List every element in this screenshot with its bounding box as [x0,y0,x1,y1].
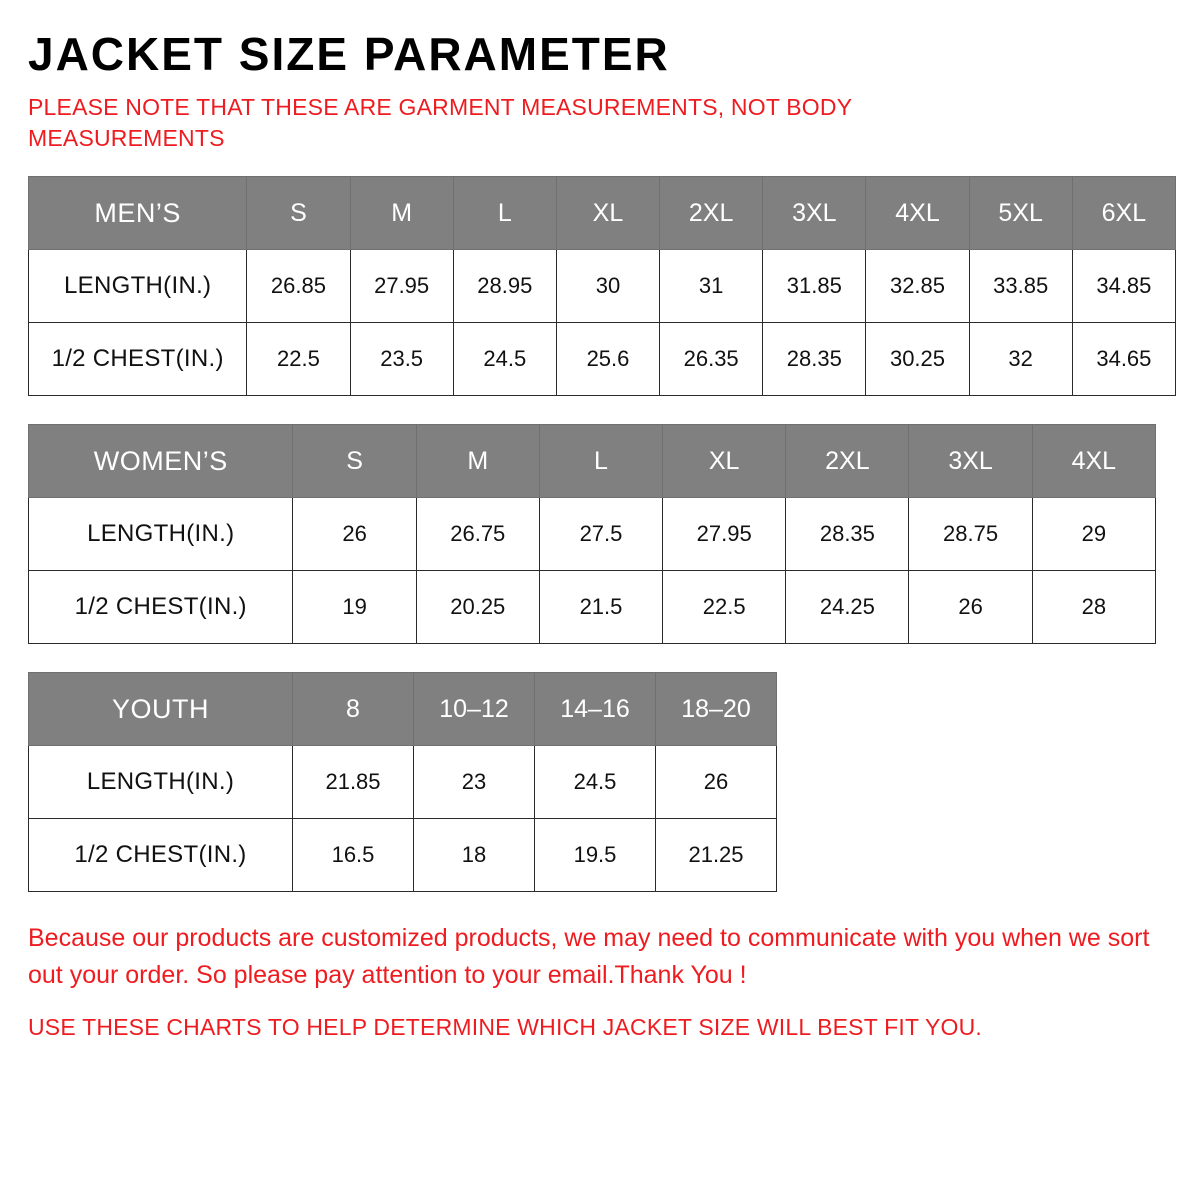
row-label: LENGTH(IN.) [29,250,247,323]
size-header: 2XL [660,177,763,250]
size-header: 3XL [909,425,1032,498]
measurement-cell: 26 [293,498,416,571]
table-row [29,571,1156,644]
table-row [29,819,777,892]
measurement-cell: 32.85 [866,250,969,323]
table-row [29,250,1176,323]
measurement-cell: 30.25 [866,323,969,396]
measurement-cell: 25.6 [556,323,659,396]
category-label: WOMEN’S [29,425,293,498]
size-header: 2XL [786,425,909,498]
measurement-cell: 26.75 [416,498,539,571]
measurement-cell: 21.85 [293,746,414,819]
measurement-cell: 24.5 [453,323,556,396]
measurement-cell: 28 [1032,571,1155,644]
row-label: LENGTH(IN.) [29,746,293,819]
size-header: M [416,425,539,498]
table-row [29,498,1156,571]
measurement-cell: 26 [656,746,777,819]
row-label: 1/2 CHEST(IN.) [29,571,293,644]
mens-size-table [28,176,1176,396]
size-header: 4XL [1032,425,1155,498]
measurement-cell: 28.95 [453,250,556,323]
row-label: LENGTH(IN.) [29,498,293,571]
size-header: 18–20 [656,673,777,746]
youth-size-table [28,672,777,892]
measurement-cell: 19 [293,571,416,644]
size-header: XL [556,177,659,250]
size-header: L [539,425,662,498]
table-header-row [29,425,1156,498]
measurement-cell: 16.5 [293,819,414,892]
size-header: 5XL [969,177,1072,250]
measurement-cell: 34.65 [1072,323,1175,396]
measurement-cell: 30 [556,250,659,323]
measurement-cell: 28.35 [786,498,909,571]
measurement-cell: 23 [414,746,535,819]
size-header: 8 [293,673,414,746]
measurement-cell: 22.5 [247,323,350,396]
measurement-cell: 24.25 [786,571,909,644]
customization-note: Because our products are customized products, we may need to communicate with you when we sort out your order. So please pay attention to your email.Thank You ! [28,924,1150,989]
footer-notes [28,920,1172,1044]
size-header: S [247,177,350,250]
measurement-cell: 33.85 [969,250,1072,323]
measurement-cell: 18 [414,819,535,892]
size-header: 4XL [866,177,969,250]
table-row [29,746,777,819]
measurement-cell: 27.5 [539,498,662,571]
measurement-cell: 20.25 [416,571,539,644]
measurement-cell: 26 [909,571,1032,644]
measurement-cell: 31 [660,250,763,323]
table-header-row [29,177,1176,250]
measurement-note: PLEASE NOTE THAT THESE ARE GARMENT MEASUREMENTS, NOT BODY MEASUREMENTS [28,94,852,152]
measurement-cell: 32 [969,323,1072,396]
table-header-row [29,673,777,746]
measurement-cell: 21.25 [656,819,777,892]
measurement-cell: 22.5 [663,571,786,644]
table-row [29,323,1176,396]
row-label: 1/2 CHEST(IN.) [29,323,247,396]
usage-note: USE THESE CHARTS TO HELP DETERMINE WHICH JACKET SIZE WILL BEST FIT YOU. [28,1013,982,1040]
row-label: 1/2 CHEST(IN.) [29,819,293,892]
measurement-cell: 34.85 [1072,250,1175,323]
measurement-cell: 26.85 [247,250,350,323]
measurement-cell: 23.5 [350,323,453,396]
measurement-cell: 27.95 [350,250,453,323]
womens-size-table [28,424,1156,644]
size-header: 6XL [1072,177,1175,250]
measurement-cell: 21.5 [539,571,662,644]
measurement-cell: 28.75 [909,498,1032,571]
size-header: 3XL [763,177,866,250]
size-header: S [293,425,416,498]
measurement-cell: 27.95 [663,498,786,571]
measurement-cell: 26.35 [660,323,763,396]
size-header: L [453,177,556,250]
measurement-cell: 28.35 [763,323,866,396]
category-label: YOUTH [29,673,293,746]
page-title: JACKET SIZE PARAMETER [28,28,670,80]
size-header: XL [663,425,786,498]
size-header: 14–16 [535,673,656,746]
size-header: M [350,177,453,250]
measurement-cell: 19.5 [535,819,656,892]
category-label: MEN’S [29,177,247,250]
size-header: 10–12 [414,673,535,746]
measurement-cell: 29 [1032,498,1155,571]
measurement-cell: 24.5 [535,746,656,819]
measurement-cell: 31.85 [763,250,866,323]
